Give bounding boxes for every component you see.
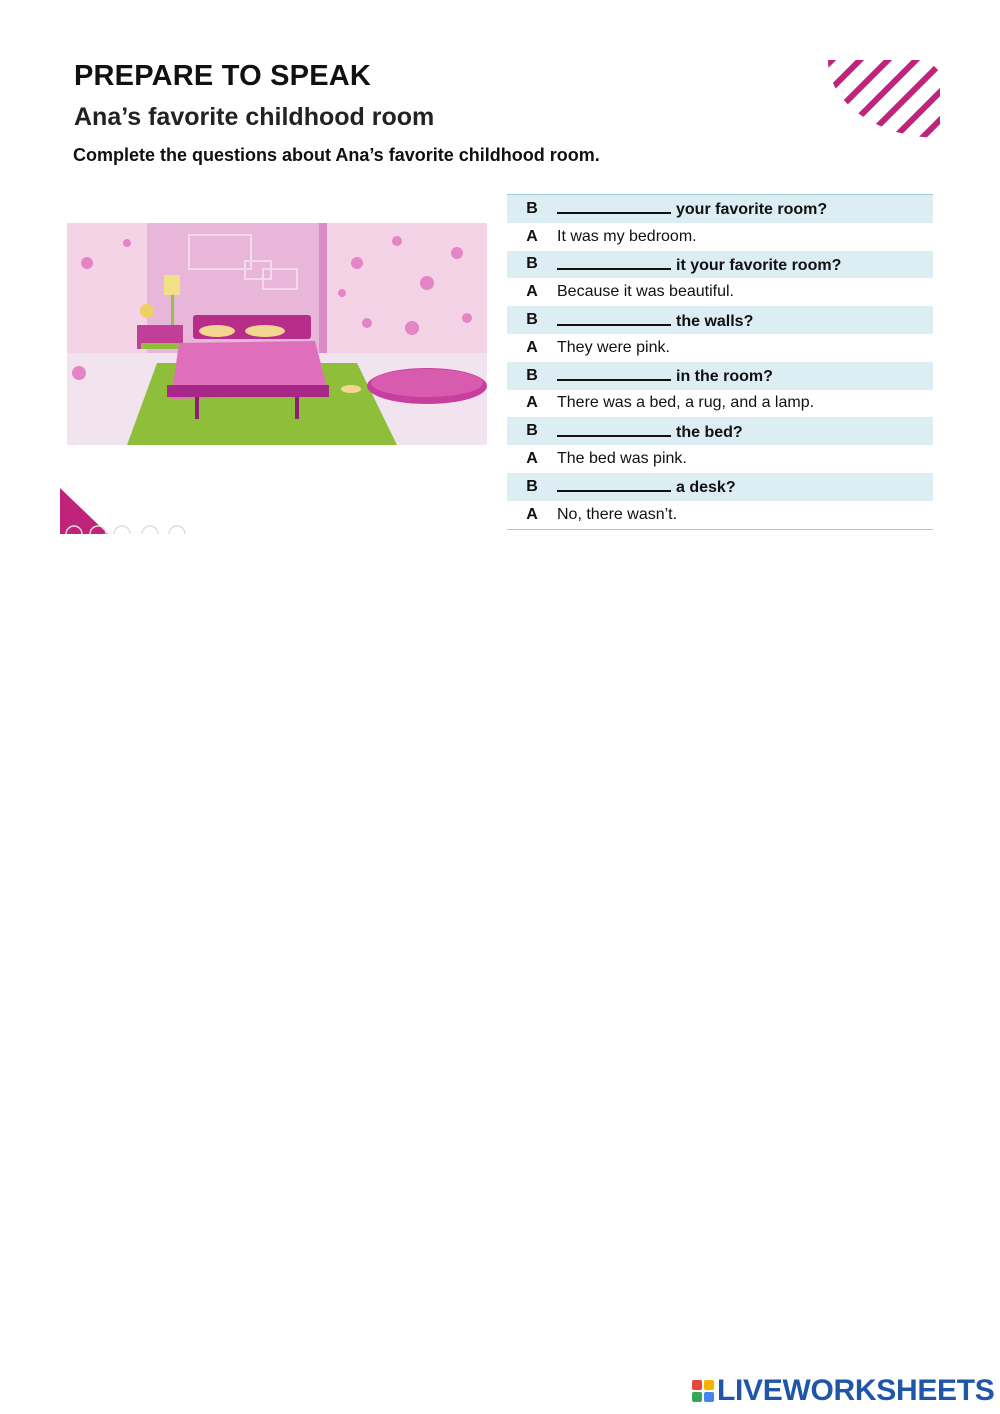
line-text: The bed was pink. (557, 450, 687, 468)
speaker-label: A (526, 338, 538, 356)
answer-line (557, 506, 933, 524)
dialogue-table (507, 194, 933, 530)
answer-blank[interactable] (557, 198, 671, 214)
answer-line (557, 394, 933, 412)
dialogue-row (507, 417, 933, 445)
speaker-label: A (526, 450, 538, 468)
answer-blank[interactable] (557, 310, 671, 326)
speaker-label: B (526, 422, 538, 440)
speaker-label: A (526, 505, 538, 523)
question-line (557, 254, 933, 275)
line-text: No, there wasn’t. (557, 505, 678, 523)
answer-line (557, 339, 933, 357)
dialogue-row (507, 334, 933, 362)
answer-blank[interactable] (557, 476, 671, 492)
line-text: They were pink. (557, 338, 670, 356)
answer-line (557, 283, 933, 301)
speaker-label: A (526, 283, 538, 301)
question-line (557, 310, 933, 331)
logo-text: LIVEWORKSHEETS (717, 1374, 995, 1407)
dialogue-row (507, 306, 933, 334)
dialogue-row (507, 278, 933, 306)
dialogue-row (507, 390, 933, 418)
line-text: the walls? (676, 312, 754, 330)
dialogue-row (507, 362, 933, 390)
line-text: a desk? (676, 479, 736, 497)
dialogue-row (507, 501, 933, 529)
dialogue-row (507, 473, 933, 501)
logo-icon (692, 1380, 714, 1402)
question-line (557, 476, 933, 497)
dialogue-row (507, 445, 933, 473)
page-title: PREPARE TO SPEAK (74, 60, 372, 92)
speaker-label: A (526, 394, 538, 412)
speaker-label: A (526, 227, 538, 245)
line-text: your favorite room? (676, 201, 828, 219)
speaker-label: B (526, 477, 538, 495)
page-subtitle: Ana’s favorite childhood room (74, 103, 435, 131)
speaker-label: B (526, 311, 538, 329)
question-line (557, 421, 933, 442)
answer-blank[interactable] (557, 254, 671, 270)
dialogue-row (507, 251, 933, 279)
answer-line (557, 228, 933, 246)
answer-blank[interactable] (557, 365, 671, 381)
speaker-label: B (526, 366, 538, 384)
question-line (557, 198, 933, 219)
speaker-label: B (526, 199, 538, 217)
corner-triangle-decoration (60, 488, 190, 534)
line-text: the bed? (676, 423, 743, 441)
line-text: It was my bedroom. (557, 227, 697, 245)
line-text: in the room? (676, 368, 773, 386)
question-line (557, 365, 933, 386)
answer-blank[interactable] (557, 421, 671, 437)
liveworksheets-logo (692, 1374, 995, 1408)
dialogue-row (507, 195, 933, 223)
bedroom-illustration (67, 223, 487, 445)
decorative-stripes (828, 60, 940, 138)
dialogue-row (507, 223, 933, 251)
answer-line (557, 450, 933, 468)
instruction-text: Complete the questions about Ana’s favorite childhood room. (73, 145, 600, 165)
speaker-label: B (526, 255, 538, 273)
line-text: There was a bed, a rug, and a lamp. (557, 394, 815, 412)
line-text: it your favorite room? (676, 256, 842, 274)
line-text: Because it was beautiful. (557, 283, 734, 301)
